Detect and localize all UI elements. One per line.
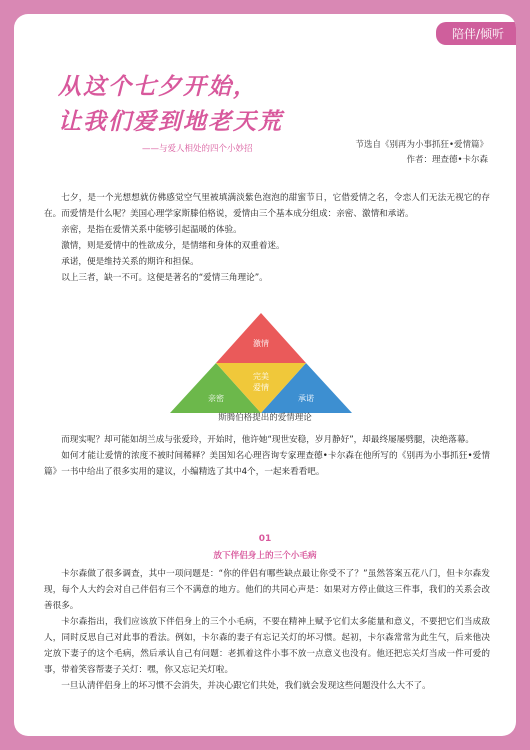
diagram-label-center-2: 爱情: [253, 383, 269, 392]
source-info: [355, 138, 488, 168]
diagram-caption: 斯腾伯格提出的爱情理论: [218, 413, 312, 423]
column-tag: 陪伴/倾听: [436, 22, 516, 45]
body-paragraph: 而现实呢？却可能如胡兰成与张爱玲，开始时，他许她“现世安稳，岁月静好”，却最终屡屡劈腿，决绝落幕。: [61, 435, 475, 445]
section-paragraph: 卡尔森做了很多调查，其中一项问题是：“你的伴侣有哪些缺点最让你受不了？”虽然答案五花八门，但卡尔森发现，每个人大约会对自己伴侣有三个不满意的地方。他们的共同心声是：如果对方停止做这三件事，我们的关系会改善很多。: [44, 569, 490, 611]
article-page: [14, 14, 516, 736]
author-line: 作者：理查德•卡尔森: [406, 155, 488, 165]
diagram-label-top: 激情: [253, 339, 269, 348]
title-line-1: 从这个七夕开始，: [58, 74, 258, 100]
section-number: 01: [258, 534, 272, 544]
after-diagram-section: [44, 432, 490, 480]
intro-paragraph: 以上三者，缺一不可。这便是著名的“爱情三角理论”。: [61, 273, 268, 283]
diagram-label-right: 承诺: [298, 394, 314, 403]
intro-paragraph: 激情，则是爱情中的性欲成分，是情绪和身体的双重着迷。: [61, 241, 285, 251]
article-title: [58, 70, 283, 140]
diagram-label-center-1: 完美: [253, 372, 269, 381]
section-paragraph: 一旦认清伴侣身上的坏习惯不会消失，并决心跟它们共处，我们就会发现这些问题没什么大不了。: [61, 681, 431, 691]
section-body: [44, 566, 490, 694]
intro-paragraph: 亲密，是指在爱情关系中能够引起温暖的体验。: [61, 225, 242, 235]
section-title: 放下伴侣身上的三个小毛病: [213, 551, 317, 561]
intro-paragraph: 七夕，是一个光想想就仿佛感觉空气里被填满淡紫色泡泡的甜蜜节日，它借爱情之名，令恋人们无法无视它的存在。而爱情是什么呢？美国心理学家斯滕伯格说，爱情由三个基本成分组成：亲密、激情和承诺。: [44, 193, 490, 219]
diagram-label-left: 亲密: [208, 394, 224, 403]
section-paragraph: 卡尔森指出，我们应该放下伴侣身上的三个小毛病，不要在精神上赋予它们太多能量和意义，不要把它们当成敌人，同时反思自己对此事的看法。例如，卡尔森的妻子有忘记关灯的坏习惯。起初，卡尔森常常为此生气，后来他决定放下妻子的这个毛病，然后承认自己有问题：老抓着这件小事不放一点意义也没有。他还把忘关灯当成一件可爱的事，带着笑容帮妻子关灯：嘿，你又忘记关灯啦。: [44, 617, 490, 675]
source-line: 节选自《别再为小事抓狂•爱情篇》: [355, 140, 488, 150]
intro-section: [44, 190, 490, 286]
body-paragraph: 如何才能让爱情的浓度不被时间稀释？美国知名心理咨询专家理查德•卡尔森在他所写的《别再为小事抓狂•爱情篇》一书中给出了很多实用的建议，小编精选了其中4个，一起来看看吧。: [44, 451, 490, 477]
triangle-top-passion: [216, 313, 306, 363]
article-subtitle: ——与爱人相处的四个小妙招: [142, 144, 253, 154]
intro-paragraph: 承诺，便是维持关系的期许和担保。: [61, 257, 199, 267]
title-line-2: 让我们爱到地老天荒: [58, 109, 283, 135]
